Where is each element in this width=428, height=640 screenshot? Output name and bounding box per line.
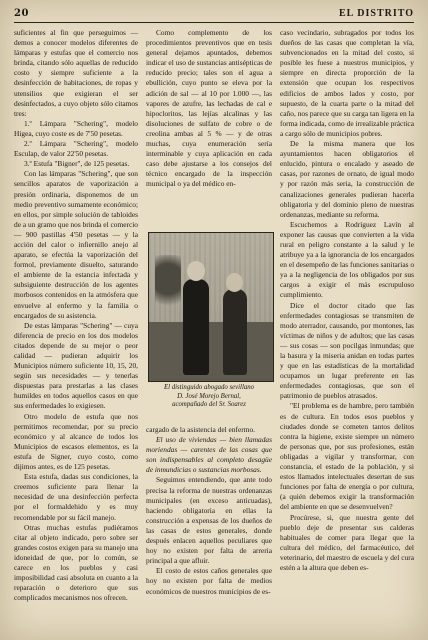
photograph	[148, 232, 274, 382]
photo-figure-left	[183, 279, 209, 375]
photo-head-left	[187, 261, 205, 281]
paragraph: cargado de la asistencia del enfermo.	[146, 425, 256, 434]
column-left	[14, 28, 138, 603]
paragraph: 2.º Lámpara "Schering", modelo Esculap, de valor 22'50 pesetas.	[14, 139, 138, 159]
photo-caption	[146, 384, 272, 410]
paragraph: "El problema es de hambre, pero también es de cultura. En todos esos pueblos y ciudades donde se cometen tantos delitos contra la higiene, existe siempre un número de personas que, por sus profesiones, están obligadas a vigilar y transformar, con constancia, el estado de la población, y si estos llamados intelectuales desertan de sus funciones por falta de energía o por cultura, (a quién debemos exigir la transformación del ambiente en que se desenvuelven?	[280, 401, 414, 512]
paragraph: 3.º Estufa "Bigner", de 125 pesetas.	[24, 159, 130, 169]
caption-line: El distinguido abogado sevillano	[163, 384, 255, 391]
paragraph: Como complemento de los procedimientos preventivos que en tesis general dejamos apuntados, debemos indicar el uso de sustancias antisépticas de reducido precio; tales son el agua a ebullición, cuyo punto se eleva por la adición de sal — al 10 por 1.000 —, las vapores de azufre, las lechadas de cal e hipocloritos, las lejías alcalinas y las disoluciones de sulfato de cobre o de creolina ambas al 5 % — y de otras muchas, cuya enumeración sería interminable y cuya aplicación en cada caso debe ajustarse a los consejos del técnico encargado de la inspección municipal o ya del médico en-	[146, 28, 272, 189]
column-middle	[146, 28, 272, 190]
paragraph: Otro modelo de estufa que nos permitimos recomendar, por su precio económico y al alcance de todos los Municipios de escasos elementos, es la estufa de Signer, cuyo costo, como dijimos antes, es de 125 pesetas.	[14, 411, 138, 472]
page-number: 20	[14, 8, 29, 19]
photo-plant	[155, 255, 181, 315]
column-right	[280, 28, 414, 573]
caption-line: D. José Morejo Bernal,	[177, 392, 241, 400]
paragraph: Otras muchas estufas pudiéramos citar al objeto indicado, pero sobre ser grandes costos exigen para su manejo una idoneidad de que, por lo común, se carece en los pueblos y casi imposibilidad casi absoluta en cuanto a la reparación o deterioro que sus complicados mecanismos nos ofrecen.	[14, 522, 138, 603]
photo-floor	[149, 322, 273, 381]
paragraph: caso vecindario, subragados por todos los dueños de las casas que completan la vía, subvencionados en la mitad del costo, si posible les fuese a nuestros municipios, y siempre en directa proporción de la extensión que ocupan los respectivos edificios de ambos lados y costo, por supuesto, de la cuarta parte o la mitad del caño, nos parece que su carga tan ligera en la forma indicada, como de irrealizable práctica a cargo sólo de municipios pobres.	[280, 28, 414, 138]
paragraph: Escuchemos a Rodríguez Lavín al exponer las causas que convierten a la vida rural en peligro constante a la salud y le atribuye ya a la ignorancia de los encargados en el desempeño de las funciones sanitarias o ya a la negligencia de los obligados por sus cargos a exigir el más escrupuloso cumplimiento.	[280, 219, 415, 300]
paragraph: El uso de viviendas — bien llamadas moriendas — carentes de las cosas que son indispensables al completo desagüe de inmundicias o sustancias morbosas.	[146, 435, 272, 475]
paragraph: suficientes al fin que perseguimos — demos a conocer modelos diferentes de lámparas y estufas que el comercio nos brinda, citando sólo aquellas de reducido costo y siempre suficiente a la desinfección de habitaciones, de ropas y utensilios que exigieran el ser desinfectados, a cuyo objeto sólo citamos tres:	[14, 28, 138, 118]
paragraph: De la misma manera que los ayuntamientos hacen obligatorios el enlucido, pintura o encalado y aseado de casas, por razones de ornato, de igual modo y por razón más seria, la construcción de canalizaciones generales pudieran hacerla obligatoria y del dominio pleno de nuestras ordenanzas, mediante su reforma.	[280, 139, 414, 219]
header-rule	[14, 22, 414, 23]
paragraph: El costo de estos caños generales que hoy no existen por falta de medios económicos de nuestros municipios de es-	[146, 566, 272, 596]
paragraph: 1.º Lámpara "Schering", modelo Higea, cuyo coste es de 7'50 pesetas.	[14, 118, 138, 138]
publication-title: EL DISTRITO	[338, 8, 414, 19]
photo-figure-right	[223, 289, 247, 375]
paragraph: Dice el doctor citado que las enfermedades contagiosas se transmiten de modo aterrador, causando, por montones, las víctimas de niños y de adultos; que las casas — sus cosas — son pocilgas inmundas; que la basura y la miseria anidan en todas partes y que en las estadísticas de la mortalidad ocupamos un lugar preferente en las enfermedades contagiosas, que son el patrimonio de pueblos atrasados.	[280, 300, 414, 401]
photo-head-right	[226, 273, 243, 292]
paragraph: Esta estufa, dadas sus condiciones, la creemos suficiente para llenar la necesidad de una desinfección perfecta por el formaldehido y es muy recomendable por su fácil manejo.	[14, 472, 138, 522]
caption-line: acompañado del Sr. Soarez	[172, 401, 246, 409]
paragraph: Procúrese, si, que nuestra gente del pueblo deje de presentar sus calderas habituales de comer para llegar que la cultura del médico, del farmacéutico, del veterinario, del maestro de escuela y del cura estén a la altura que deben es-	[280, 512, 414, 572]
page-header	[14, 8, 414, 22]
paragraph: De estas lámparas "Schering" — cuya diferencia de precio en los dos modelos citados depende de su mejor o peor calidad — pudieran adquirir los Municipios número suficiente 10, 15, 20, según sus necesidades — y tenerlas dispuestas para prestarlas a las clases humildes en todos aquellos casos en que sus enfermedades lo exigiesen.	[14, 320, 138, 411]
paragraph: Seguimos entendiendo, que ante todo precisa la reforma de nuestras ordenanzas municipales (en exceso anticuadas), haciendo obligatoria en ellas la construcción a expensas de los dueños de las casas de estos generales, donde después enlacen aquellos peculiares que hoy no existen por falta de arreria principal a que afluir.	[146, 475, 272, 566]
column-middle-continued	[146, 425, 272, 597]
paragraph: Con las lámparas "Schering", que son sencillos aparatos de vaporización a presión ordinaria, disponemos de un medio preventivo sumamente económico; en ellos, por simple solución de tabloides de a un gramo que nos brinda el comercio — 900 pastillas 4'50 pesetas — y la acción del calor o infiernillo anejo al aparato, se efectúa la vaporización del formol, previamente disuelto, saturando el ambiente de la estancia infectada y subsiguiente destrucción de los agentes morbosos contenidos en la atmósfera que envuelve al enfermo y la familia o encargados de su asistencia.	[14, 169, 138, 320]
